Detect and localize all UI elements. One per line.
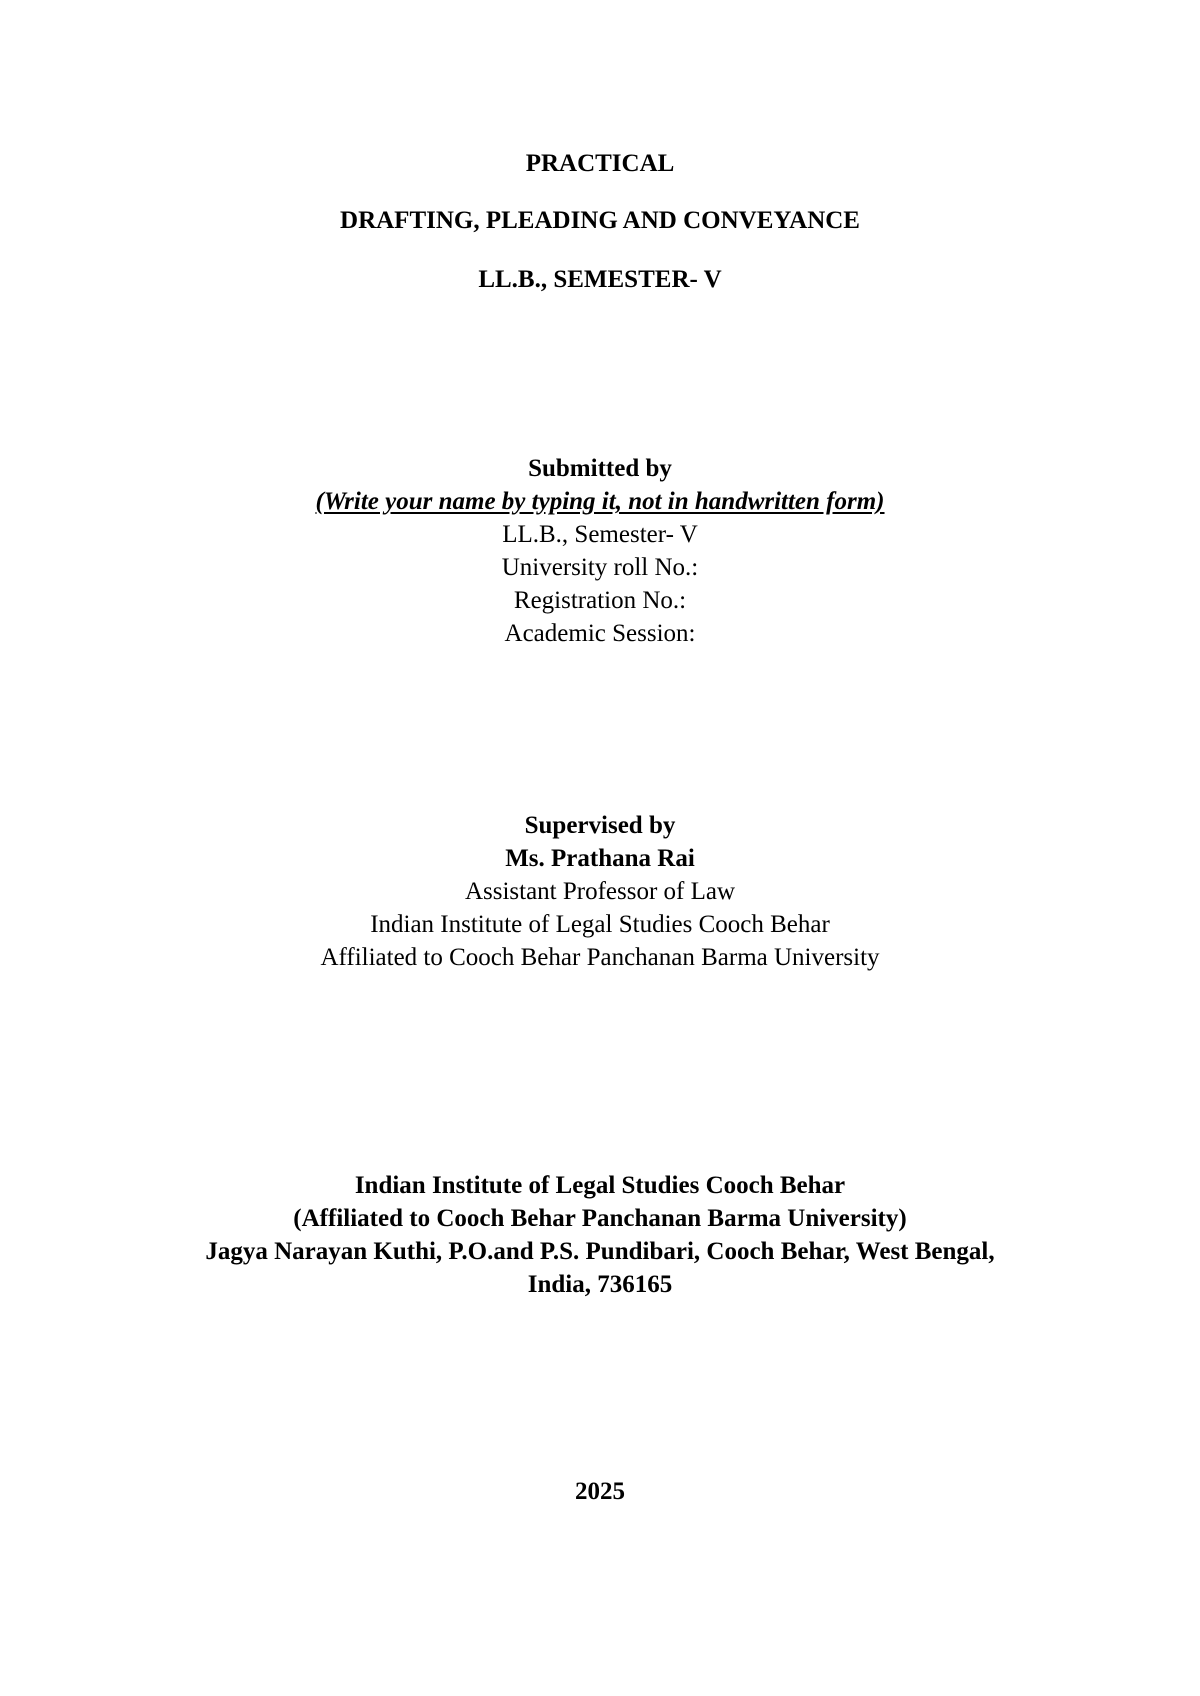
supervisor-affiliation: Affiliated to Cooch Behar Panchanan Barma University: [320, 944, 880, 971]
submitted-heading: Submitted by: [528, 455, 672, 482]
year: 2025: [575, 1478, 625, 1505]
institute-name: Indian Institute of Legal Studies Cooch Behar: [354, 1172, 846, 1199]
supervisor-designation: Assistant Professor of Law: [464, 878, 736, 905]
submitted-session: Academic Session:: [504, 620, 696, 647]
institute-affiliation: (Affiliated to Cooch Behar Panchanan Barma University): [293, 1205, 907, 1232]
submitted-registration: Registration No.:: [513, 587, 687, 614]
institute-address-line1: Jagya Narayan Kuthi, P.O.and P.S. Pundibari, Cooch Behar, West Bengal,: [205, 1238, 995, 1265]
supervisor-institute: Indian Institute of Legal Studies Cooch Behar: [370, 911, 830, 938]
submitted-roll: University roll No.:: [501, 554, 699, 581]
title-subject: DRAFTING, PLEADING AND CONVEYANCE: [340, 207, 860, 234]
supervised-heading: Supervised by: [524, 812, 676, 839]
submitted-name-instruction-wrap: [0, 485, 1200, 518]
submitted-name-instruction: (Write your name by typing it, not in handwritten form): [315, 488, 885, 515]
submitted-course: LL.B., Semester- V: [502, 521, 698, 548]
title-course: LL.B., SEMESTER- V: [478, 266, 722, 293]
institute-address-line2: India, 736165: [527, 1271, 673, 1298]
title-practical: PRACTICAL: [525, 150, 675, 177]
supervisor-name: Ms. Prathana Rai: [505, 845, 695, 872]
